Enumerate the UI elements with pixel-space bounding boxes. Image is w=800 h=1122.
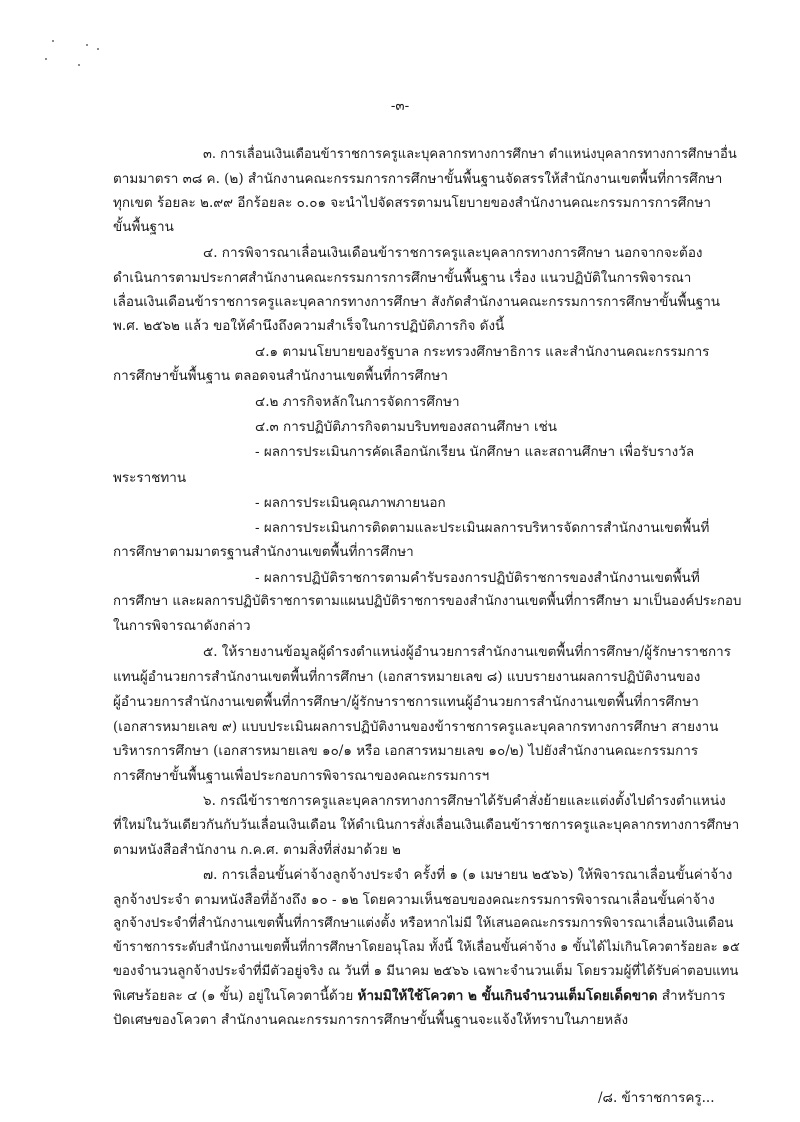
paragraph-5-line: ผู้อำนวยการสำนักงานเขตพื้นที่การศึกษา/ผู้รักษาราชการแทนผู้อำนวยการสำนักงานเขตพื้นที่การศึกษา bbox=[113, 694, 699, 710]
bullet-line: - ผลการปฏิบัติราชการตามคำรับรองการปฏิบัติราชการของสำนักงานเขตพื้นที่ bbox=[255, 570, 700, 586]
bullet-line: - ผลการประเมินการติดตามและประเมินผลการบริหารจัดการสำนักงานเขตพื้นที่ bbox=[255, 520, 710, 536]
paragraph-3-line: ทุกเขต ร้อยละ ๒.๙๙ อีกร้อยละ ๐.๐๑ จะนำไปจัดสรรตามนโยบายของสำนักงานคณะกรรมการการศึกษา bbox=[113, 195, 711, 211]
paragraph-5-line: การศึกษาขั้นพื้นฐานเพื่อประกอบการพิจารณาของคณะกรรมการฯ bbox=[113, 768, 490, 784]
scan-speck bbox=[86, 44, 88, 46]
item-4-1-line: การศึกษาขั้นพื้นฐาน ตลอดจนสำนักงานเขตพื้นที่การศึกษา bbox=[113, 368, 448, 384]
paragraph-6-line: ตามหนังสือสำนักงาน ก.ค.ศ. ตามสิ่งที่ส่งมาด้วย ๒ bbox=[113, 842, 401, 858]
paragraph-4-line: ดำเนินการตามประกาศสำนักงานคณะกรรมการการศึกษาขั้นพื้นฐาน เรื่อง แนวปฏิบัติในการพิจารณา bbox=[113, 270, 692, 286]
paragraph-7-line: ของจำนวนลูกจ้างประจำที่มีตัวอยู่จริง ณ วันที่ ๑ มีนาคม ๒๕๖๖ เฉพาะจำนวนเต็ม โดยรวมผู้ที่ได้รับค่าตอบแทน bbox=[113, 964, 739, 979]
paragraph-3-line: ตามมาตรา ๓๘ ค. (๒) สำนักงานคณะกรรมการการศึกษาขั้นพื้นฐานจัดสรรให้สำนักงานเขตพื้นที่การศึกษา bbox=[113, 171, 723, 187]
paragraph-5-line: ๕. ให้รายงานข้อมูลผู้ดำรงตำแหน่งผู้อำนวยการสำนักงานเขตพื้นที่การศึกษา/ผู้รักษาราชการ bbox=[203, 644, 731, 660]
quota-text-tail: สำหรับการ bbox=[657, 988, 726, 1004]
paragraph-7-line: ลูกจ้างประจำที่สำนักงานเขตพื้นที่การศึกษาแต่งตั้ง หรือหากไม่มี ให้เสนอคณะกรรมการพิจารณาเลื่อนเงินเดือน bbox=[113, 916, 734, 931]
bullet-line: ในการพิจารณาดังกล่าว bbox=[113, 618, 251, 634]
paragraph-4-line: พ.ศ. ๒๕๖๒ แล้ว ขอให้คำนึงถึงความสำเร็จในการปฏิบัติภารกิจ ดังนี้ bbox=[113, 318, 505, 334]
paragraph-4-line: เลื่อนเงินเดือนข้าราชการครูและบุคลากรทางการศึกษา สังกัดสำนักงานคณะกรรมการการศึกษาขั้นพื้นฐาน bbox=[113, 294, 721, 310]
item-4-1-line: ๔.๑ ตามนโยบายของรัฐบาล กระทรวงศึกษาธิการ และสำนักงานคณะกรรมการ bbox=[255, 344, 710, 360]
bullet-line: การศึกษาตามมาตรฐานสำนักงานเขตพื้นที่การศึกษา bbox=[113, 544, 414, 560]
scan-speck bbox=[78, 64, 80, 66]
paragraph-7-line: ลูกจ้างประจำ ตามหนังสือที่อ้างถึง ๑๐ - ๑๒ โดยความเห็นชอบของคณะกรรมการพิจารณาเลื่อนขั้นค่าจ้าง bbox=[113, 892, 715, 908]
paragraph-7-line: ข้าราชการระดับสำนักงานเขตพื้นที่การศึกษาโดยอนุโลม ทั้งนี้ ให้เลื่อนขั้นค่าจ้าง ๑ ขั้นได้ไม่เกินโควตาร้อยละ ๑๕ bbox=[113, 940, 740, 955]
paragraph-3-line: ขั้นพื้นฐาน bbox=[113, 219, 174, 235]
paragraph-6-line: ที่ใหม่ในวันเดียวกันกับวันเลื่อนเงินเดือน ให้ดำเนินการสั่งเลื่อนเงินเดือนข้าราชการครูและบุคลากรทางการศึกษา bbox=[113, 818, 740, 833]
paragraph-5-line: บริหารการศึกษา (เอกสารหมายเลข ๑๐/๑ หรือ เอกสารหมายเลข ๑๐/๒) ไปยังสำนักงานคณะกรรมการ bbox=[113, 743, 699, 759]
scan-speck bbox=[52, 40, 54, 42]
paragraph-5-line: แทนผู้อำนวยการสำนักงานเขตพื้นที่การศึกษา (เอกสารหมายเลข ๘) แบบรายงานผลการปฏิบัติงานของ bbox=[113, 669, 701, 685]
quota-text: พิเศษร้อยละ ๔ (๑ ขั้น) อยู่ในโควตานี้ด้วย bbox=[113, 988, 358, 1004]
paragraph-3-line: ๓. การเลื่อนเงินเดือนข้าราชการครูและบุคลากรทางการศึกษา ตำแหน่งบุคลากรทางการศึกษาอื่น bbox=[203, 147, 737, 162]
paragraph-5-line: (เอกสารหมายเลข ๙) แบบประเมินผลการปฏิบัติงานของข้าราชการครูและบุคลากรทางการศึกษา สายงาน bbox=[113, 719, 719, 735]
paragraph-7-line bbox=[113, 986, 725, 1006]
bullet-line: - ผลการประเมินคุณภาพภายนอก bbox=[255, 495, 446, 511]
paragraph-4-line: ๔. การพิจารณาเลื่อนเงินเดือนข้าราชการครูและบุคลากรทางการศึกษา นอกจากจะต้อง bbox=[203, 245, 703, 261]
continuation-reference: /๘. ข้าราชการครู... bbox=[598, 1090, 715, 1106]
bullet-line: การศึกษา และผลการปฏิบัติราชการตามแผนปฏิบัติราชการของสำนักงานเขตพื้นที่การศึกษา มาเป็นองค์ประกอบ bbox=[113, 594, 742, 609]
page-number: -๓- bbox=[390, 98, 410, 114]
item-4-3-line: ๔.๓ การปฏิบัติภารกิจตามบริบทของสถานศึกษา เช่น bbox=[255, 419, 558, 435]
bullet-line: - ผลการประเมินการคัดเลือกนักเรียน นักศึกษา และสถานศึกษา เพื่อรับรางวัล bbox=[255, 444, 695, 460]
bullet-line: พระราชทาน bbox=[113, 470, 187, 486]
scan-speck bbox=[45, 58, 47, 60]
paragraph-6-line: ๖. กรณีข้าราชการครูและบุคลากรทางการศึกษาได้รับคำสั่งย้ายและแต่งตั้งไปดำรงตำแหน่ง bbox=[203, 793, 726, 809]
scan-speck bbox=[97, 48, 99, 50]
paragraph-7-line: ปัดเศษของโควตา สำนักงานคณะกรรมการการศึกษาขั้นพื้นฐานจะแจ้งให้ทราบในภายหลัง bbox=[113, 1012, 629, 1028]
quota-prohibition-bold: ห้ามมิให้ใช้โควตา ๒ ขั้นเกินจำนวนเต็มโดยเด็ดขาด bbox=[357, 988, 658, 1004]
paragraph-7-line: ๗. การเลื่อนขั้นค่าจ้างลูกจ้างประจำ ครั้งที่ ๑ (๑ เมษายน ๒๕๖๖) ให้พิจารณาเลื่อนขั้นค่าจ้าง bbox=[203, 867, 733, 883]
item-4-2-line: ๔.๒ ภารกิจหลักในการจัดการศึกษา bbox=[255, 394, 460, 410]
